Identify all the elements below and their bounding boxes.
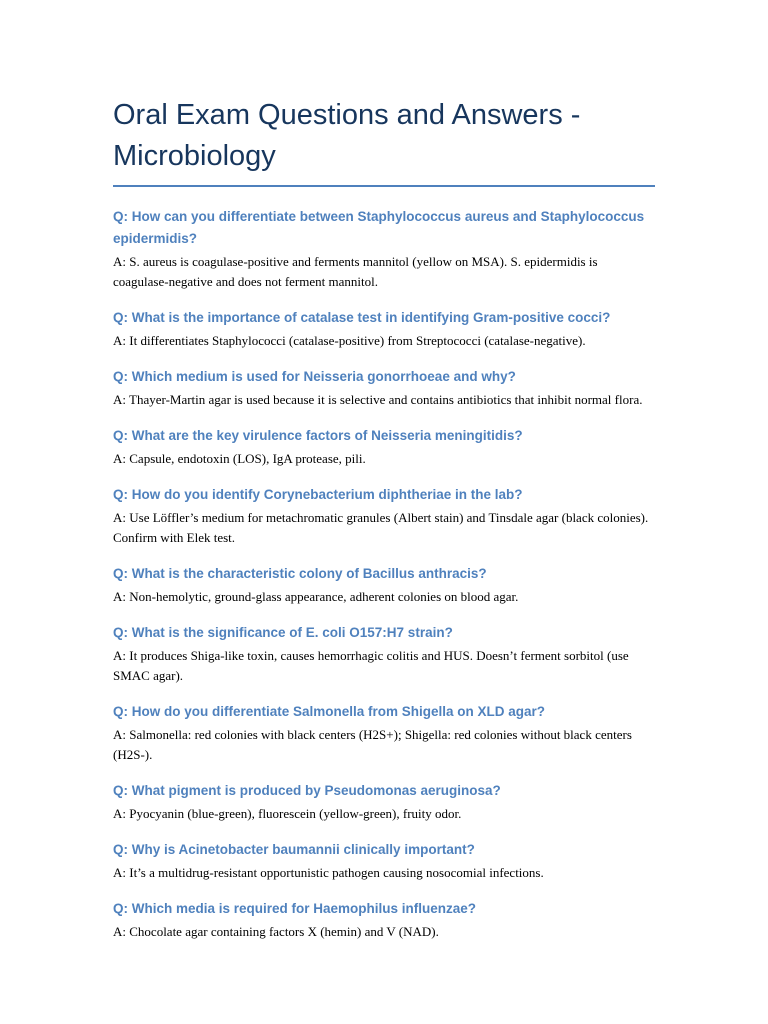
- question-text: Q: Which medium is used for Neisseria gonorrhoeae and why?: [113, 369, 516, 384]
- question-text: Q: What is the characteristic colony of Bacillus anthracis?: [113, 566, 487, 581]
- qa-item: [113, 206, 655, 292]
- question-text: Q: How do you differentiate Salmonella from Shigella on XLD agar?: [113, 704, 546, 719]
- qa-item: [113, 622, 655, 686]
- question-text: Q: Why is Acinetobacter baumannii clinically important?: [113, 842, 475, 857]
- answer-text: A: It produces Shiga-like toxin, causes hemorrhagic colitis and HUS. Doesn’t ferment sorbitol (use SMAC agar).: [113, 648, 629, 683]
- answer-text: A: It’s a multidrug-resistant opportunistic pathogen causing nosocomial infections.: [113, 865, 544, 880]
- qa-item: [113, 307, 655, 351]
- answer-text: A: Chocolate agar containing factors X (hemin) and V (NAD).: [113, 924, 439, 939]
- question-text: Q: What are the key virulence factors of Neisseria meningitidis?: [113, 428, 523, 443]
- answer-text: A: Use Löffler’s medium for metachromatic granules (Albert stain) and Tinsdale agar (black colonies). Confirm with Elek test.: [113, 510, 649, 545]
- answer-text: A: Capsule, endotoxin (LOS), IgA protease, pili.: [113, 451, 366, 466]
- question-text: Q: Which media is required for Haemophilus influenzae?: [113, 901, 477, 916]
- qa-item: [113, 701, 655, 765]
- qa-item: [113, 425, 655, 469]
- answer-text: A: Pyocyanin (blue-green), fluorescein (yellow-green), fruity odor.: [113, 806, 462, 821]
- qa-item: [113, 898, 655, 942]
- answer-text: A: Salmonella: red colonies with black centers (H2S+); Shigella: red colonies without black centers (H2S-).: [113, 727, 632, 762]
- answer-text: A: Non-hemolytic, ground-glass appearance, adherent colonies on blood agar.: [113, 589, 519, 604]
- document-page: [113, 95, 655, 957]
- qa-item: [113, 484, 655, 548]
- qa-item: [113, 780, 655, 824]
- qa-item: [113, 366, 655, 410]
- answer-text: A: It differentiates Staphylococci (catalase-positive) from Streptococci (catalase-negative).: [113, 333, 586, 348]
- title-underline: [113, 185, 655, 187]
- answer-text: A: S. aureus is coagulase-positive and ferments mannitol (yellow on MSA). S. epidermidis is coagulase-negative and does not ferment mannitol.: [113, 254, 598, 289]
- question-text: Q: What is the significance of E. coli O157:H7 strain?: [113, 625, 453, 640]
- qa-item: [113, 563, 655, 607]
- document-title: Oral Exam Questions and Answers - Microbiology: [113, 99, 581, 172]
- answer-text: A: Thayer-Martin agar is used because it is selective and contains antibiotics that inhibit normal flora.: [113, 392, 643, 407]
- question-text: Q: What pigment is produced by Pseudomonas aeruginosa?: [113, 783, 501, 798]
- question-text: Q: How do you identify Corynebacterium diphtheriae in the lab?: [113, 487, 523, 502]
- question-text: Q: How can you differentiate between Staphylococcus aureus and Staphylococcus epidermidis?: [113, 209, 645, 246]
- qa-item: [113, 839, 655, 883]
- question-text: Q: What is the importance of catalase test in identifying Gram-positive cocci?: [113, 310, 611, 325]
